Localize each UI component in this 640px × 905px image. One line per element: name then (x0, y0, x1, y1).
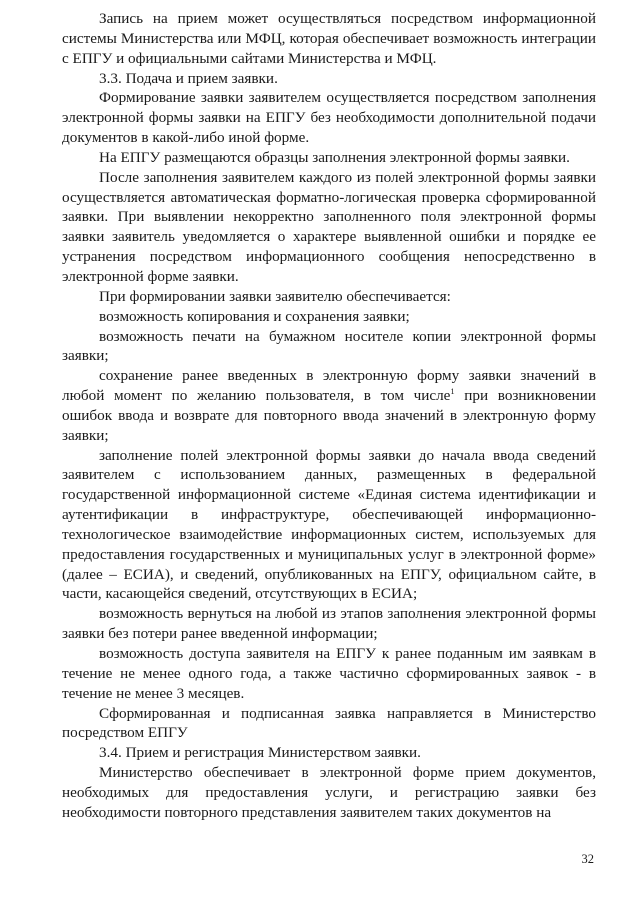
page-number: 32 (581, 852, 594, 866)
footnote-mark[interactable]: 1 (450, 386, 455, 397)
list-item-save-values-text: сохранение ранее введенных в электронную форму заявки значений в любой момент по желанию пользователя, в том числе (62, 367, 596, 405)
paragraph-provided-features: При формировании заявки заявителю обеспечивается: (99, 287, 451, 305)
list-item-save-values (62, 366, 596, 445)
list-item-copy-save: возможность копирования и сохранения заявки; (99, 307, 410, 325)
section-heading-3-3: 3.3. Подача и прием заявки. (99, 69, 278, 87)
paragraph-form-filling: Формирование заявки заявителем осуществляется посредством заполнения электронной формы заявки на ЕПГУ без необходимости дополнительной подачи документов в какой-либо иной форме. (62, 89, 596, 147)
paragraph-registration-intro: Запись на прием может осуществляться посредством информационной системы Министерства или МФЦ, которая обеспечивает возможность интеграции с ЕПГУ и официальными сайтами Министерства и МФЦ. (62, 10, 596, 67)
document-page (62, 9, 596, 823)
paragraph-form-samples: На ЕПГУ размещаются образцы заполнения электронной формы заявки. (99, 148, 570, 166)
list-item-save-values-text-end: при возникновении ошибок ввода и возврате для повторного ввода значений в электронную форму заявки; (62, 387, 596, 444)
paragraph-signed-application: Сформированная и подписанная заявка направляется в Министерство посредством ЕПГУ (62, 704, 596, 742)
list-item-access-applications: возможность доступа заявителя на ЕПГУ к ранее поданным им заявкам в течение не менее одного года, а также частично сформированных заявок - в течение не менее 3 месяцев. (62, 645, 596, 702)
list-item-return-stage: возможность вернуться на любой из этапов заполнения электронной формы заявки без потери ранее введенной информации; (62, 605, 596, 643)
list-item-esia-prefill: заполнение полей электронной формы заявки до начала ввода сведений заявителем с использованием данных, размещенных в федеральной государственной информационной системе «Единая система идентификации и аутентификации в инфраструктуре, обеспечивающей информационно-технологическое взаимодействие информационных систем, используемых для предоставления государственных и муниципальных услуг в электронной форме» (далее – ЕСИА), и сведений, опубликованных на ЕПГУ, официальном сайте, в части, касающейся сведений, отсутствующих в ЕСИА; (62, 446, 596, 603)
paragraph-ministry-reception: Министерство обеспечивает в электронной форме прием документов, необходимых для предоставления услуги, и регистрацию заявки без необходимости повторного представления заявителем таких документов на (62, 764, 596, 821)
list-item-print: возможность печати на бумажном носителе копии электронной формы заявки; (62, 327, 596, 365)
paragraph-format-check: После заполнения заявителем каждого из полей электронной формы заявки осуществляется автоматическая форматно-логическая проверка сформированной заявки. При выявлении некорректно заполненного поля электронной формы заявки заявитель уведомляется о характере выявленной ошибки и порядке ее устранения посредством информационного сообщения непосредственно в электронной форме заявки. (62, 168, 596, 285)
section-heading-3-4: 3.4. Прием и регистрация Министерством заявки. (99, 744, 421, 762)
